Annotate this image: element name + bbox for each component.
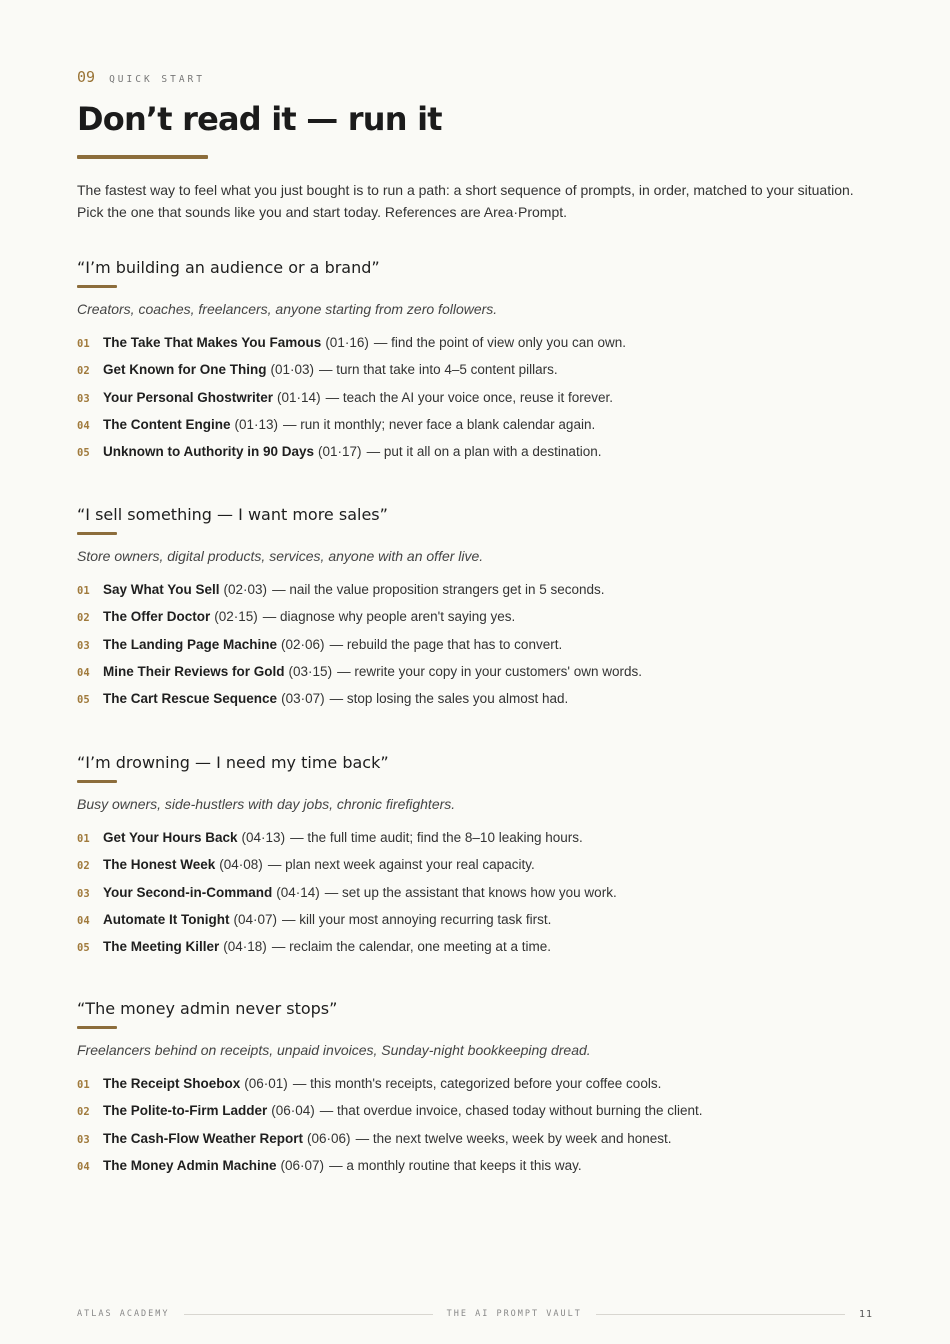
step-number: 05 [77,942,90,955]
step-description: — nail the value proposition strangers get in 5 seconds. [272,582,605,597]
step-reference: (04·14) [276,884,320,900]
step-description: — that overdue invoice, chased today without burning the client. [319,1103,703,1119]
prompt-step [77,580,873,607]
step-description: — the next twelve weeks, week by week and honest. [355,1130,672,1146]
step-number: 03 [77,392,90,405]
step-description: — reclaim the calendar, one meeting at a time. [271,939,551,955]
step-title: The Meeting Killer [103,939,220,955]
prompt-step [77,910,873,937]
step-number: 03 [77,887,90,900]
step-number: 02 [77,860,90,873]
step-reference: (04·13) [241,830,286,845]
step-reference: (04·07) [233,911,278,927]
step-title: Your Personal Ghostwriter [103,389,274,405]
step-number: 04 [77,666,90,679]
title-underline [77,155,208,159]
step-reference: (03·15) [288,663,333,679]
prompt-step [77,1074,873,1101]
step-number: 01 [77,1079,90,1091]
step-reference: (02·03) [223,582,268,597]
step-number: 03 [77,1133,90,1146]
path-section [77,504,873,716]
prompt-step [77,855,873,882]
step-description: — the full time audit; find the 8–10 leaking hours. [290,830,583,845]
prompt-step [77,442,873,469]
step-title: The Money Admin Machine [103,1157,277,1173]
prompt-step [77,662,873,689]
path-section [77,257,873,469]
path-heading-underline [77,780,117,783]
step-number: 03 [77,639,90,652]
step-reference: (01·13) [234,416,279,432]
step-title: Say What You Sell [103,582,220,597]
step-title: Mine Their Reviews for Gold [103,663,285,679]
step-description: — rebuild the page that has to convert. [329,636,563,652]
step-number: 04 [77,914,90,927]
step-description: — turn that take into 4–5 content pillars. [319,362,558,378]
prompt-step [77,883,873,910]
prompt-step [77,415,873,442]
step-description: — run it monthly; never face a blank calendar again. [283,416,596,432]
step-reference: (01·14) [277,389,321,405]
step-number: 02 [77,365,90,378]
path-audience: Busy owners, side-hustlers with day jobs, chronic firefighters. [77,796,456,812]
intro-paragraph: The fastest way to feel what you just bought is to run a path: a short sequence of prompts, in order, matched to your situation. Pick the one that sounds like you and start today. References are Area·Prompt. [77,182,854,220]
step-title: The Polite-to-Firm Ladder [103,1103,268,1119]
path-heading: “I’m building an audience or a brand” [77,258,380,277]
section-kicker [77,68,205,86]
prompt-steps [77,580,873,716]
step-title: Your Second-in-Command [103,884,273,900]
page-number: 11 [858,1308,873,1320]
prompt-step [77,635,873,662]
step-title: The Take That Makes You Famous [103,335,322,350]
prompt-step [77,1129,873,1156]
step-description: — teach the AI your voice once, reuse it forever. [325,389,613,405]
prompt-step [77,388,873,415]
step-description: — plan next week against your real capacity. [267,857,535,873]
step-description: — stop losing the sales you almost had. [329,691,569,707]
prompt-step [77,828,873,855]
step-reference: (04·08) [219,857,263,873]
step-title: Get Known for One Thing [103,362,267,378]
step-number: 02 [77,1106,90,1119]
step-title: The Landing Page Machine [103,636,278,652]
path-audience: Creators, coaches, freelancers, anyone starting from zero followers. [77,301,498,317]
step-description: — diagnose why people aren't saying yes. [262,609,516,625]
step-reference: (03·07) [281,691,325,707]
prompt-steps [77,828,873,964]
footer-product: THE AI PROMPT VAULT [446,1309,582,1319]
footer-brand: ATLAS ACADEMY [77,1309,170,1319]
path-heading: “The money admin never stops” [77,999,338,1018]
step-reference: (01·16) [325,335,369,350]
step-reference: (01·03) [270,362,315,378]
section-number: 09 [77,68,96,86]
path-section [77,752,873,964]
step-number: 04 [77,419,90,432]
step-title: Get Your Hours Back [103,830,238,845]
path-heading: “I’m drowning — I need my time back” [77,753,389,772]
prompt-step [77,937,873,964]
step-reference: (06·07) [280,1157,325,1173]
footer-divider-left [184,1314,433,1315]
page-footer [77,1307,873,1321]
prompt-step [77,360,873,387]
path-heading-underline [77,1026,117,1029]
prompt-step [77,333,873,360]
step-number: 01 [77,833,90,845]
step-reference: (04·18) [223,939,267,955]
step-title: The Receipt Shoebox [103,1076,241,1091]
step-reference: (01·17) [318,444,362,460]
step-reference: (02·06) [281,636,325,652]
path-audience: Freelancers behind on receipts, unpaid invoices, Sunday-night bookkeeping dread. [77,1042,591,1058]
step-title: The Cash-Flow Weather Report [103,1130,304,1146]
prompt-step [77,1101,873,1128]
path-audience: Store owners, digital products, services, anyone with an offer live. [77,548,484,564]
section-label: QUICK START [109,74,205,85]
prompt-step [77,1156,873,1183]
step-number: 04 [77,1160,90,1173]
step-number: 01 [77,585,90,597]
footer-divider-right [596,1314,845,1315]
step-reference: (02·15) [214,609,258,625]
prompt-steps [77,1074,873,1183]
step-reference: (06·06) [307,1130,351,1146]
prompt-steps [77,333,873,469]
step-reference: (06·01) [244,1076,288,1091]
path-heading: “I sell something — I want more sales” [77,505,388,524]
step-number: 02 [77,612,90,625]
step-description: — a monthly routine that keeps it this way. [329,1157,582,1173]
step-description: — rewrite your copy in your customers' own words. [337,663,643,679]
step-description: — this month's receipts, categorized before your coffee cools. [292,1076,662,1091]
page-title: Don’t read it — run it [77,100,442,138]
step-description: — set up the assistant that knows how you work. [324,884,617,900]
step-number: 05 [77,447,90,460]
step-description: — find the point of view only you can own. [373,335,626,350]
step-title: The Honest Week [103,857,216,873]
step-number: 01 [77,338,90,350]
step-description: — kill your most annoying recurring task first. [282,911,552,927]
step-title: Unknown to Authority in 90 Days [103,444,315,460]
step-title: The Cart Rescue Sequence [103,691,278,707]
step-number: 05 [77,694,90,707]
step-reference: (06·04) [271,1103,315,1119]
step-description: — put it all on a plan with a destination. [366,444,602,460]
prompt-step [77,607,873,634]
step-title: The Offer Doctor [103,609,211,625]
step-title: Automate It Tonight [103,911,230,927]
path-heading-underline [77,285,117,288]
path-section [77,998,873,1183]
step-title: The Content Engine [103,416,231,432]
prompt-step [77,689,873,716]
path-heading-underline [77,532,117,535]
